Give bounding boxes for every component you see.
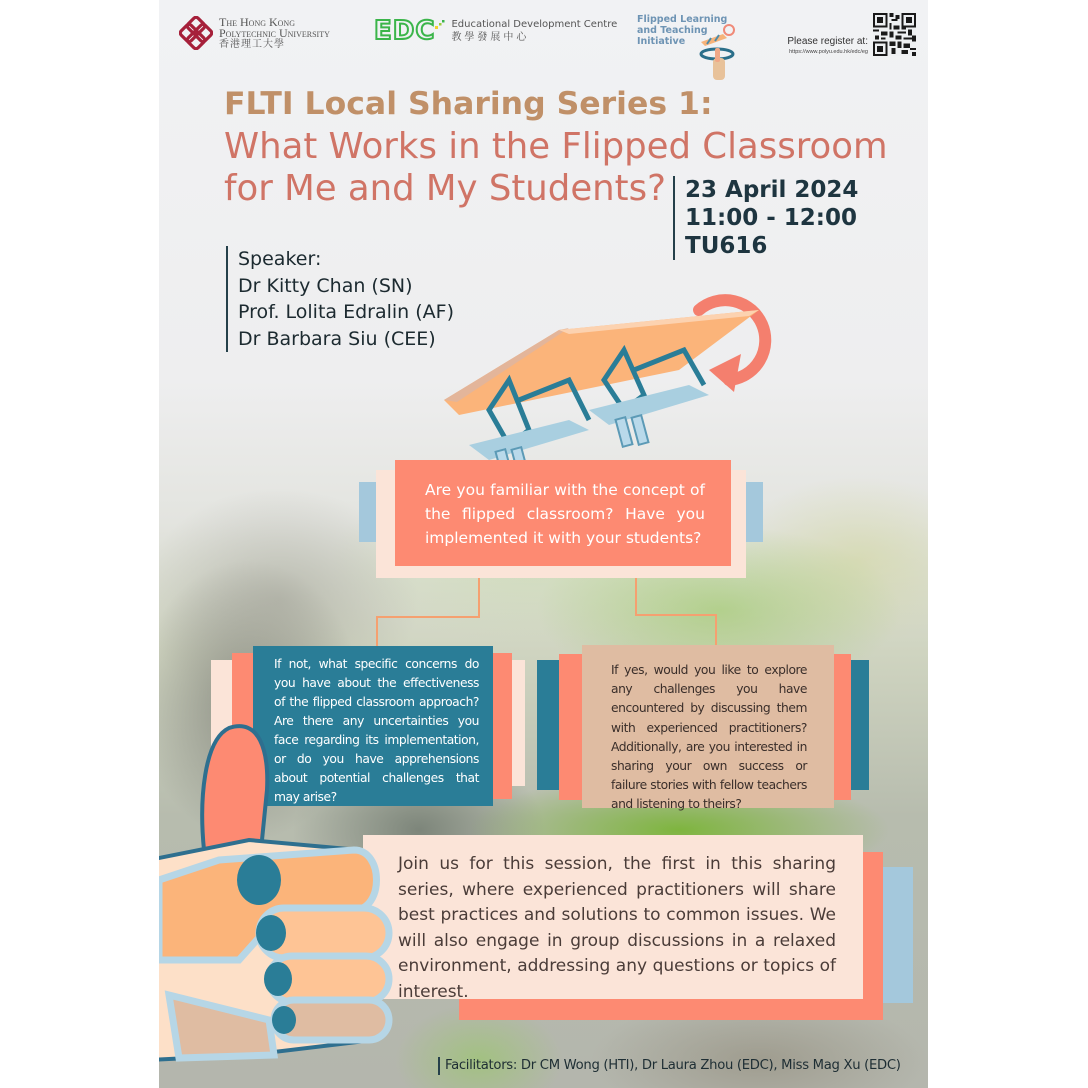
speakers-block bbox=[226, 246, 454, 352]
question-text: Are you familiar with the concept of the flipped classroom? Have you implemented it with your students? bbox=[425, 481, 705, 547]
invitation-text: Join us for this session, the first in this sharing series, where experienced practitioners will share best practices and solutions to common issues. We will also engage in group discussions in a relaxed environment, addressing any questions or topics of interest. bbox=[398, 854, 836, 1002]
facilitators: Facilitators: Dr CM Wong (HTI), Dr Laura Zhou (EDC), Miss Mag Xu (EDC) bbox=[438, 1057, 901, 1075]
speaker-name: Prof. Lolita Edralin (AF) bbox=[238, 301, 455, 323]
polyu-emblem-icon bbox=[179, 16, 213, 50]
connector-left-down bbox=[376, 616, 378, 646]
register-label: Please register at: bbox=[787, 36, 868, 47]
thumbs-up-hand-icon bbox=[159, 720, 394, 1065]
connector-left bbox=[378, 578, 480, 618]
edc-logo bbox=[374, 17, 617, 45]
event-poster bbox=[159, 0, 928, 1088]
event-date: 23 April 2024 bbox=[685, 177, 859, 203]
edc-letters: EDC bbox=[374, 16, 436, 46]
event-time: 11:00 - 12:00 bbox=[685, 205, 857, 231]
flti-hand-icon bbox=[693, 20, 743, 84]
question-box bbox=[395, 460, 731, 566]
flti-line3: Initiative bbox=[637, 36, 686, 47]
connector-right bbox=[635, 578, 717, 616]
series-title: FLTI Local Sharing Series 1: bbox=[224, 86, 713, 122]
edc-name-en: Educational Development Centre bbox=[451, 19, 618, 30]
event-details bbox=[673, 176, 858, 260]
connector-right-down bbox=[715, 614, 717, 646]
flipped-desk-illustration-icon bbox=[429, 270, 789, 480]
qr-code-icon[interactable] bbox=[873, 13, 916, 56]
polyu-name-cn: 香港理工大學 bbox=[219, 38, 285, 50]
main-title-line1: What Works in the Flipped Classroom bbox=[224, 126, 888, 167]
speaker-name: Dr Barbara Siu (CEE) bbox=[238, 327, 436, 350]
if-not-text: If not, what specific concerns do you have about the effectiveness of the flipped classroom approach? Are there any uncertainties you face regarding its implementation, or do you have apprehensions about potential challenges that may arise? bbox=[274, 657, 479, 804]
polyu-name-line1: The Hong Kong bbox=[219, 14, 295, 29]
event-venue: TU616 bbox=[685, 233, 768, 259]
flti-logo bbox=[637, 14, 757, 84]
polyu-logo bbox=[179, 16, 330, 50]
main-title-line2: for Me and My Students? bbox=[224, 168, 666, 209]
if-yes-text: If yes, would you like to explore any challenges you have encountered by discussing them with experienced practitioners? Additionally, are you interested in sharing your own success or failure stories with fellow teachers and listening to theirs? bbox=[611, 663, 807, 812]
invitation-box bbox=[363, 835, 863, 1002]
speaker-name: Dr Kitty Chan (SN) bbox=[238, 274, 413, 297]
flti-line1: Flipped Learning bbox=[637, 14, 728, 25]
register-block bbox=[787, 36, 868, 55]
if-yes-box bbox=[582, 645, 834, 812]
flti-line2: and Teaching bbox=[637, 25, 708, 36]
register-url[interactable]: https://www.polyu.edu.hk/edc/eg bbox=[789, 49, 868, 55]
polyu-name-line2: Polytechnic University bbox=[219, 25, 330, 40]
speakers-label: Speaker: bbox=[238, 248, 322, 270]
edc-name-cn: 教學發展中心 bbox=[451, 32, 530, 43]
edc-dots-icon bbox=[435, 20, 445, 30]
